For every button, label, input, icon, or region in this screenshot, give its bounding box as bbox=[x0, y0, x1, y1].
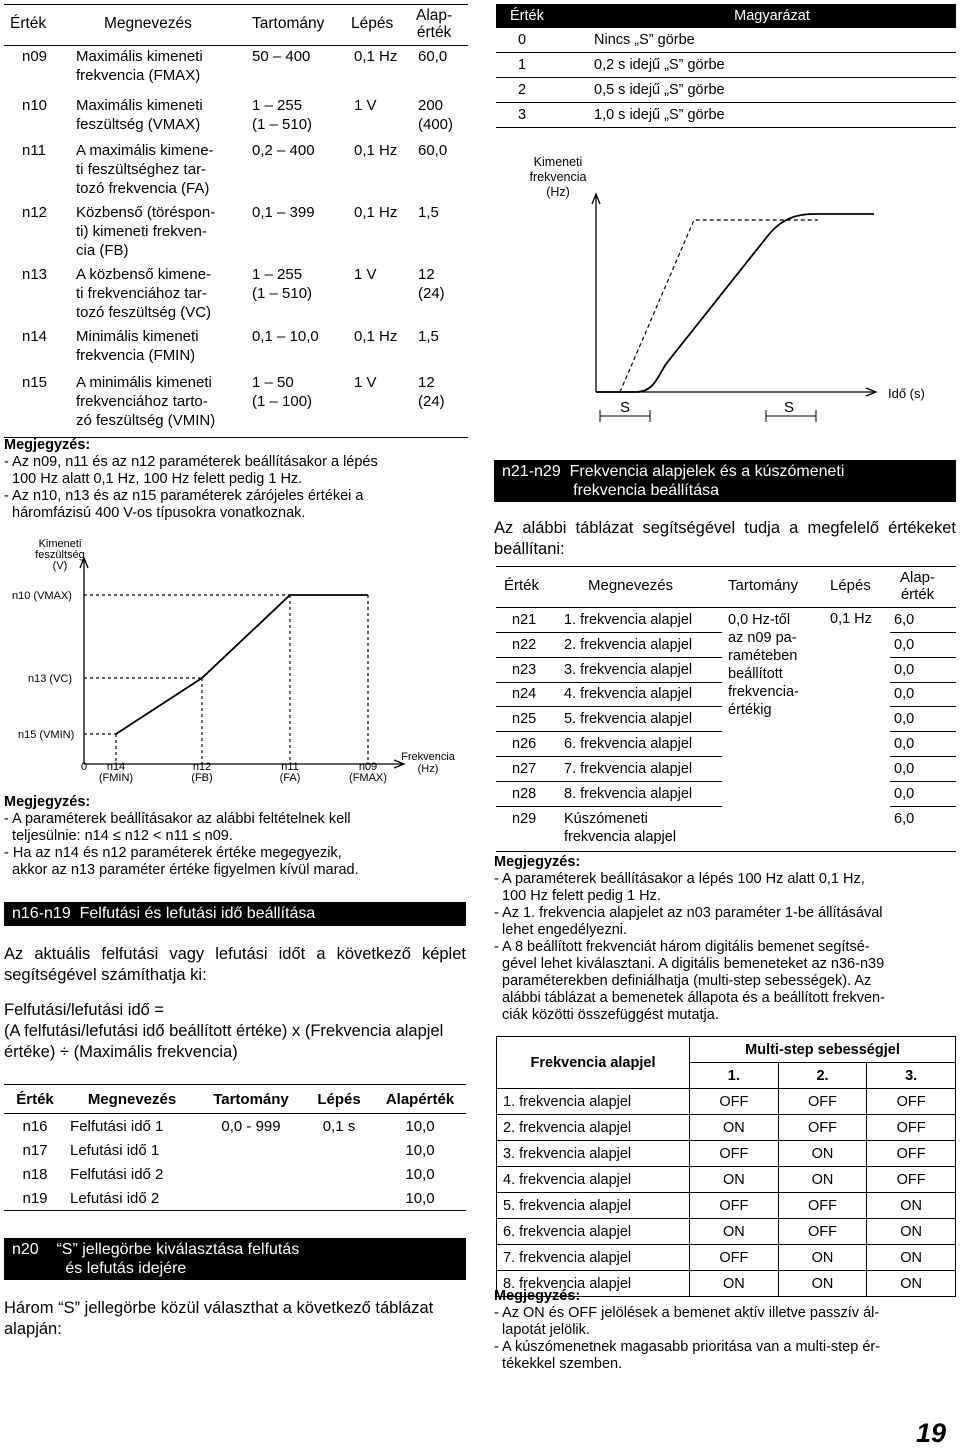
multistep-table bbox=[496, 1036, 956, 1297]
acc-table bbox=[4, 1084, 466, 1211]
param-header-ertek: Érték bbox=[10, 15, 47, 32]
ref-header-megnevezes: Megnevezés bbox=[588, 577, 674, 594]
ref-cell: 8. frekvencia alapjel bbox=[564, 786, 693, 802]
ms-cell: OFF bbox=[867, 1167, 956, 1193]
ms-cell: 1. frekvencia alapjel bbox=[497, 1089, 690, 1115]
s-table-cell: 0 bbox=[496, 28, 588, 53]
acc-cell bbox=[198, 1162, 304, 1186]
ms-cell: OFF bbox=[778, 1089, 867, 1115]
s-table-cell: 2 bbox=[496, 78, 588, 103]
s-table-row bbox=[496, 78, 956, 103]
vf-x-label: n12 (FB) bbox=[191, 761, 213, 784]
ref-header-ertek: Érték bbox=[504, 577, 540, 594]
param-cell-default: 60,0 bbox=[418, 48, 448, 65]
param-header-alapertek: Alap- érték bbox=[416, 7, 453, 41]
param-table bbox=[4, 4, 468, 438]
ms-cell: 2. frekvencia alapjel bbox=[497, 1115, 690, 1141]
param-cell-name: Minimális kimeneti frekvencia (FMIN) bbox=[76, 328, 199, 364]
s-table-cell: 1 bbox=[496, 53, 588, 78]
acc-cell: Lefutási idő 1 bbox=[70, 1141, 160, 1159]
ref-row-divider bbox=[890, 706, 956, 707]
note-line: akkor az n13 paraméter értéke figyelmen kívül marad. bbox=[4, 862, 359, 878]
ref-cell: 0,0 bbox=[894, 786, 915, 802]
param-cell-step: 1 V bbox=[354, 266, 377, 283]
vf-y-label-vmax: n10 (VMAX) bbox=[12, 590, 72, 602]
ms-cell: ON bbox=[778, 1271, 867, 1297]
ref-cell: 0,0 bbox=[894, 736, 915, 752]
page-number: 19 bbox=[916, 1418, 947, 1448]
note-line: alábbi táblázat a bemenetek állapota és a beállított frekven- bbox=[494, 990, 885, 1006]
ms-cell: 8. frekvencia alapjel bbox=[497, 1271, 690, 1297]
ms-cell: OFF bbox=[778, 1219, 867, 1245]
ref-cell: 6. frekvencia alapjel bbox=[564, 736, 693, 752]
param-cell-step: 1 V bbox=[354, 374, 377, 391]
note-3 bbox=[494, 854, 956, 1024]
s-table-cell: 3 bbox=[496, 103, 588, 128]
param-cell-default: 60,0 bbox=[418, 142, 448, 159]
ref-header-lepes: Lépés bbox=[830, 577, 871, 594]
note-line: teljesülnie: n14 ≤ n12 < n11 ≤ n09. bbox=[4, 828, 233, 844]
ms-cell: OFF bbox=[778, 1115, 867, 1141]
acc-cell: Felfutási idő 1 bbox=[70, 1117, 164, 1135]
ms-row bbox=[497, 1115, 956, 1141]
vf-x-label: 0 bbox=[80, 761, 88, 773]
acc-cell bbox=[198, 1186, 304, 1210]
ms-cell: OFF bbox=[867, 1089, 956, 1115]
ms-row bbox=[497, 1193, 956, 1219]
s-table-cell: Nincs „S” görbe bbox=[588, 28, 956, 53]
note-3-title: Megjegyzés: bbox=[494, 854, 581, 870]
param-cell-name: A minimális kimeneti frekvenciához tarto- zó feszültség (VMIN) bbox=[76, 374, 216, 429]
ms-cell: ON bbox=[867, 1193, 956, 1219]
ref-row-divider bbox=[890, 682, 956, 683]
ms-cell: OFF bbox=[690, 1193, 779, 1219]
s-table-cell: 1,0 s idejű „S” görbe bbox=[588, 103, 956, 128]
ms-header-3: 3. bbox=[867, 1063, 956, 1089]
s-label-2: S bbox=[784, 399, 795, 416]
ms-cell: ON bbox=[778, 1245, 867, 1271]
ref-cell: 5. frekvencia alapjel bbox=[564, 711, 693, 727]
ref-cell: n29 bbox=[512, 811, 537, 827]
param-cell-default: 12 (24) bbox=[418, 374, 445, 410]
param-table-header bbox=[4, 5, 468, 46]
ref-row-divider bbox=[496, 657, 722, 658]
acc-row bbox=[4, 1114, 466, 1139]
note-line: háromfázisú 400 V-os típusokra vonatkoznak. bbox=[4, 505, 306, 521]
acc-cell: n16 bbox=[22, 1117, 48, 1135]
vf-chart bbox=[4, 538, 468, 790]
ms-cell: OFF bbox=[690, 1089, 779, 1115]
acc-cell: n17 bbox=[22, 1141, 48, 1159]
ref-cell: 0,0 bbox=[894, 637, 915, 653]
param-cell-range: 1 – 255 (1 – 510) bbox=[252, 266, 313, 302]
ref-cell: 2. frekvencia alapjel bbox=[564, 637, 693, 653]
ms-cell: ON bbox=[690, 1271, 779, 1297]
note-2 bbox=[4, 794, 468, 879]
s-table-header-ertek: Érték bbox=[510, 8, 544, 24]
ms-row bbox=[497, 1089, 956, 1115]
n16-intro-text: Az aktuális felfutási vagy lefutási időt a következő képlet segítségével számíthatja ki: bbox=[4, 945, 466, 984]
note-3-lines bbox=[494, 871, 956, 1024]
vf-x-title: Frekvencia (Hz) bbox=[401, 751, 455, 775]
ms-row bbox=[497, 1245, 956, 1271]
ref-cell: 0,0 bbox=[894, 686, 915, 702]
param-header-megnevezes: Megnevezés bbox=[104, 15, 192, 32]
ref-cell: n27 bbox=[512, 761, 537, 777]
ms-cell: OFF bbox=[867, 1115, 956, 1141]
s-curve-table bbox=[496, 4, 956, 128]
ref-cell: 3. frekvencia alapjel bbox=[564, 662, 693, 678]
param-cell-default: 12 (24) bbox=[418, 266, 445, 302]
acc-cell: Lefutási idő 2 bbox=[70, 1189, 160, 1207]
vf-x-label: n11 (FA) bbox=[279, 761, 301, 784]
note-line: gével lehet kiválasztani. A digitális bemeneteket az n36-n39 bbox=[494, 956, 885, 972]
ref-cell: 6,0 bbox=[894, 612, 915, 628]
ref-row-divider bbox=[496, 706, 722, 707]
vf-y-label-vc: n13 (VC) bbox=[28, 673, 73, 685]
param-header-tartomany: Tartomány bbox=[252, 15, 325, 32]
ref-cell: n26 bbox=[512, 736, 537, 752]
acc-row bbox=[4, 1162, 466, 1186]
ms-cell: ON bbox=[778, 1167, 867, 1193]
note-1 bbox=[4, 437, 468, 522]
acc-cell: 10,0 bbox=[405, 1141, 435, 1159]
note-line: tékekkel szemben. bbox=[494, 1356, 623, 1372]
vf-x-label: n09 (FMAX) bbox=[349, 761, 387, 784]
ref-cell: n22 bbox=[512, 637, 537, 653]
param-cell-step: 0,1 Hz bbox=[354, 328, 398, 345]
note-4-title: Megjegyzés: bbox=[494, 1288, 581, 1304]
s-table-cell: 0,2 s idejű „S” görbe bbox=[588, 53, 956, 78]
note-line: - Az 1. frekvencia alapjelet az n03 paraméter 1-be állításával bbox=[494, 905, 883, 921]
acc-cell bbox=[304, 1138, 374, 1162]
acc-cell bbox=[304, 1162, 374, 1186]
ms-cell: ON bbox=[867, 1245, 956, 1271]
ref-cell: n21 bbox=[512, 612, 537, 628]
n20-intro-text: Három “S” jellegörbe közül választhat a következő táblázat alapján: bbox=[4, 1299, 434, 1338]
ref-row-divider bbox=[890, 806, 956, 807]
note-line: lapotát jelölik. bbox=[494, 1322, 590, 1338]
param-cell-step: 0,1 Hz bbox=[354, 142, 398, 159]
ref-cell: 1. frekvencia alapjel bbox=[564, 612, 693, 628]
note-line: - A kúszómenetnek magasabb prioritása van a multi-step ér- bbox=[494, 1339, 881, 1355]
param-cell-name: A közbenső kimene- ti frekvenciához tar- tozó feszültség (VC) bbox=[76, 266, 212, 321]
ref-row-divider bbox=[890, 657, 956, 658]
s-table-row bbox=[496, 53, 956, 78]
param-cell-name: Maximális kimeneti feszültség (VMAX) bbox=[76, 97, 203, 133]
param-cell-name: Közbenső (töréspon- ti) kimeneti frekven- cia (FB) bbox=[76, 204, 216, 259]
ref-row-divider bbox=[496, 632, 722, 633]
s-x-title: Idő (s) bbox=[888, 386, 925, 401]
ms-cell: ON bbox=[778, 1141, 867, 1167]
ref-row-divider bbox=[890, 632, 956, 633]
ref-row-divider bbox=[890, 781, 956, 782]
ref-header-alapertek: Alap- érték bbox=[900, 569, 936, 603]
param-cell-range: 1 – 255 (1 – 510) bbox=[252, 97, 313, 133]
s-label-1: S bbox=[620, 399, 631, 416]
ms-cell: 6. frekvencia alapjel bbox=[497, 1219, 690, 1245]
acc-cell: Felfutási idő 2 bbox=[70, 1165, 164, 1183]
ref-cell: n23 bbox=[512, 662, 537, 678]
param-cell-code: n09 bbox=[22, 48, 48, 65]
note-line: paraméterekben definiálhatja (multi-step sebességek). Az bbox=[494, 973, 872, 989]
note-line: - A 8 beállított frekvenciát három digitális bemenet segítsé- bbox=[494, 939, 870, 955]
ms-cell: ON bbox=[690, 1219, 779, 1245]
acc-cell bbox=[198, 1138, 304, 1162]
note-line: lehet engedélyezni. bbox=[494, 922, 628, 938]
acc-cell: 10,0 bbox=[405, 1189, 435, 1207]
vf-x-label: n14 (FMIN) bbox=[98, 761, 134, 784]
ms-row bbox=[497, 1219, 956, 1245]
acc-row bbox=[4, 1186, 466, 1210]
acc-cell: n19 bbox=[22, 1189, 48, 1207]
acc-cell bbox=[304, 1186, 374, 1210]
note-1-title: Megjegyzés: bbox=[4, 437, 91, 453]
param-cell-default: 1,5 bbox=[418, 328, 439, 345]
ms-cell: OFF bbox=[690, 1245, 779, 1271]
ref-row-divider bbox=[496, 756, 722, 757]
s-curve-chart bbox=[496, 152, 956, 448]
vf-y-label-vmin: n15 (VMIN) bbox=[18, 729, 75, 741]
s-y-title: Kimeneti frekvencia (Hz) bbox=[529, 155, 587, 199]
n21-intro-text: Az alábbi táblázat segítségével tudja a megfelelő értékeket beállítani: bbox=[494, 519, 956, 558]
acc-header: Lépés bbox=[317, 1090, 361, 1108]
param-cell-code: n11 bbox=[22, 142, 46, 159]
ref-table bbox=[496, 566, 956, 852]
section-header-n20: n20 “S” jellegörbe kiválasztása felfutás és lefutás idejére bbox=[4, 1238, 466, 1280]
ms-cell: ON bbox=[867, 1219, 956, 1245]
note-line: - A paraméterek beállításakor az alábbi feltételnek kell bbox=[4, 811, 351, 827]
acc-cell: 10,0 bbox=[405, 1165, 435, 1183]
param-cell-name: Maximális kimeneti frekvencia (FMAX) bbox=[76, 48, 203, 84]
note-4 bbox=[494, 1288, 956, 1373]
ms-header-frekvencia: Frekvencia alapjel bbox=[497, 1037, 690, 1089]
ref-cell: 0,0 bbox=[894, 761, 915, 777]
note-line: 100 Hz felett pedig 1 Hz. bbox=[494, 888, 661, 904]
acc-row bbox=[4, 1138, 466, 1162]
vf-y-title: Kimeneti feszültség (V) bbox=[35, 538, 85, 572]
ms-cell: ON bbox=[867, 1271, 956, 1297]
section-header-n16-n19: n16-n19 Felfutási és lefutási idő beállítása bbox=[4, 902, 466, 926]
acc-cell: 0,0 - 999 bbox=[221, 1117, 281, 1135]
param-cell-step: 0,1 Hz bbox=[354, 48, 398, 65]
s-table-cell: 0,5 s idejű „S” görbe bbox=[588, 78, 956, 103]
ms-header-1: 1. bbox=[690, 1063, 779, 1089]
ref-cell: 4. frekvencia alapjel bbox=[564, 686, 693, 702]
param-cell-step: 0,1 Hz bbox=[354, 204, 398, 221]
param-cell-code: n12 bbox=[22, 204, 48, 221]
note-line: 100 Hz alatt 0,1 Hz, 100 Hz felett pedig 1 Hz. bbox=[4, 471, 303, 487]
param-cell-range: 0,1 – 10,0 bbox=[252, 328, 319, 345]
ref-row-divider bbox=[496, 682, 722, 683]
ms-cell: OFF bbox=[690, 1141, 779, 1167]
ref-row-divider bbox=[496, 806, 722, 807]
param-cell-range: 50 – 400 bbox=[252, 48, 311, 65]
ref-row-divider bbox=[890, 731, 956, 732]
ms-cell: ON bbox=[690, 1115, 779, 1141]
acc-header: Alapérték bbox=[385, 1090, 455, 1108]
note-1-lines bbox=[4, 454, 468, 522]
section-header-n21-n29: n21-n29 Frekvencia alapjelek és a kúszómeneti frekvencia beállítása bbox=[494, 460, 956, 502]
ms-cell: ON bbox=[690, 1167, 779, 1193]
param-cell-code: n14 bbox=[22, 328, 48, 345]
param-cell-range: 0,1 – 399 bbox=[252, 204, 315, 221]
ref-row-divider bbox=[496, 731, 722, 732]
note-line: ciák közötti összefüggést mutatja. bbox=[494, 1007, 719, 1023]
ref-cell: n28 bbox=[512, 786, 537, 802]
ms-header-group: Multi-step sebességjel bbox=[690, 1037, 956, 1063]
param-header-lepes: Lépés bbox=[351, 15, 394, 32]
ms-cell: 5. frekvencia alapjel bbox=[497, 1193, 690, 1219]
param-cell-default: 200 (400) bbox=[418, 97, 454, 133]
ms-cell: OFF bbox=[867, 1141, 956, 1167]
ms-cell: 4. frekvencia alapjel bbox=[497, 1167, 690, 1193]
param-cell-range: 0,2 – 400 bbox=[252, 142, 315, 159]
note-line: - Az n10, n13 és az n15 paraméterek zárójeles értékei a bbox=[4, 488, 364, 504]
param-cell-code: n10 bbox=[22, 97, 48, 114]
acc-header: Tartomány bbox=[213, 1090, 289, 1108]
ms-cell: OFF bbox=[778, 1193, 867, 1219]
ref-cell: 7. frekvencia alapjel bbox=[564, 761, 693, 777]
ref-row-divider bbox=[890, 756, 956, 757]
acc-cell: 10,0 bbox=[405, 1117, 435, 1135]
param-cell-code: n15 bbox=[22, 374, 48, 391]
ms-header-2: 2. bbox=[778, 1063, 867, 1089]
param-cell-default: 1,5 bbox=[418, 204, 439, 221]
s-table-row bbox=[496, 103, 956, 128]
ref-range: 0,0 Hz-től az n09 pa- raméteben beállított frekvencia- értékig bbox=[728, 612, 799, 718]
note-2-title: Megjegyzés: bbox=[4, 794, 91, 810]
acc-cell: 0,1 s bbox=[322, 1117, 356, 1135]
ref-header-tartomany: Tartomány bbox=[728, 577, 799, 594]
ms-row bbox=[497, 1141, 956, 1167]
acc-header: Érték bbox=[16, 1090, 54, 1108]
param-cell-code: n13 bbox=[22, 266, 48, 283]
ref-cell: 0,0 bbox=[894, 711, 915, 727]
ref-cell: n24 bbox=[512, 686, 537, 702]
note-line: - Az n09, n11 és az n12 paraméterek beállításakor a lépés bbox=[4, 454, 378, 470]
s-table-row bbox=[496, 28, 956, 53]
s-table-header-magyarazat: Magyarázat bbox=[734, 8, 810, 24]
ms-row bbox=[497, 1167, 956, 1193]
ref-cell: n25 bbox=[512, 711, 537, 727]
note-line: - Ha az n14 és n12 paraméterek értéke megegyezik, bbox=[4, 845, 342, 861]
note-line: - A paraméterek beállításakor a lépés 100 Hz alatt 0,1 Hz, bbox=[494, 871, 865, 887]
note-2-lines bbox=[4, 811, 468, 879]
ref-cell: 6,0 bbox=[894, 811, 915, 827]
note-line: - Az ON és OFF jelölések a bemenet aktív illetve passzív ál- bbox=[494, 1305, 880, 1321]
param-cell-step: 1 V bbox=[354, 97, 377, 114]
n16-formula-text: Felfutási/lefutási idő = (A felfutási/lefutási idő beállított értéke) x (Frekvencia alapjel értéke) ÷ (Maximális frekvencia) bbox=[4, 1001, 444, 1061]
ms-cell: 7. frekvencia alapjel bbox=[497, 1245, 690, 1271]
ref-cell: 0,0 bbox=[894, 662, 915, 678]
ms-cell: 3. frekvencia alapjel bbox=[497, 1141, 690, 1167]
ref-cell: Kúszómeneti frekvencia alapjel bbox=[564, 811, 677, 845]
acc-cell: n18 bbox=[22, 1165, 48, 1183]
ref-row-divider bbox=[496, 781, 722, 782]
acc-header: Megnevezés bbox=[87, 1090, 177, 1108]
param-cell-name: A maximális kimene- ti feszültséghez tar- tozó frekvencia (FA) bbox=[76, 142, 214, 197]
param-cell-range: 1 – 50 (1 – 100) bbox=[252, 374, 313, 410]
ref-step: 0,1 Hz bbox=[830, 611, 872, 627]
note-4-lines bbox=[494, 1305, 956, 1373]
